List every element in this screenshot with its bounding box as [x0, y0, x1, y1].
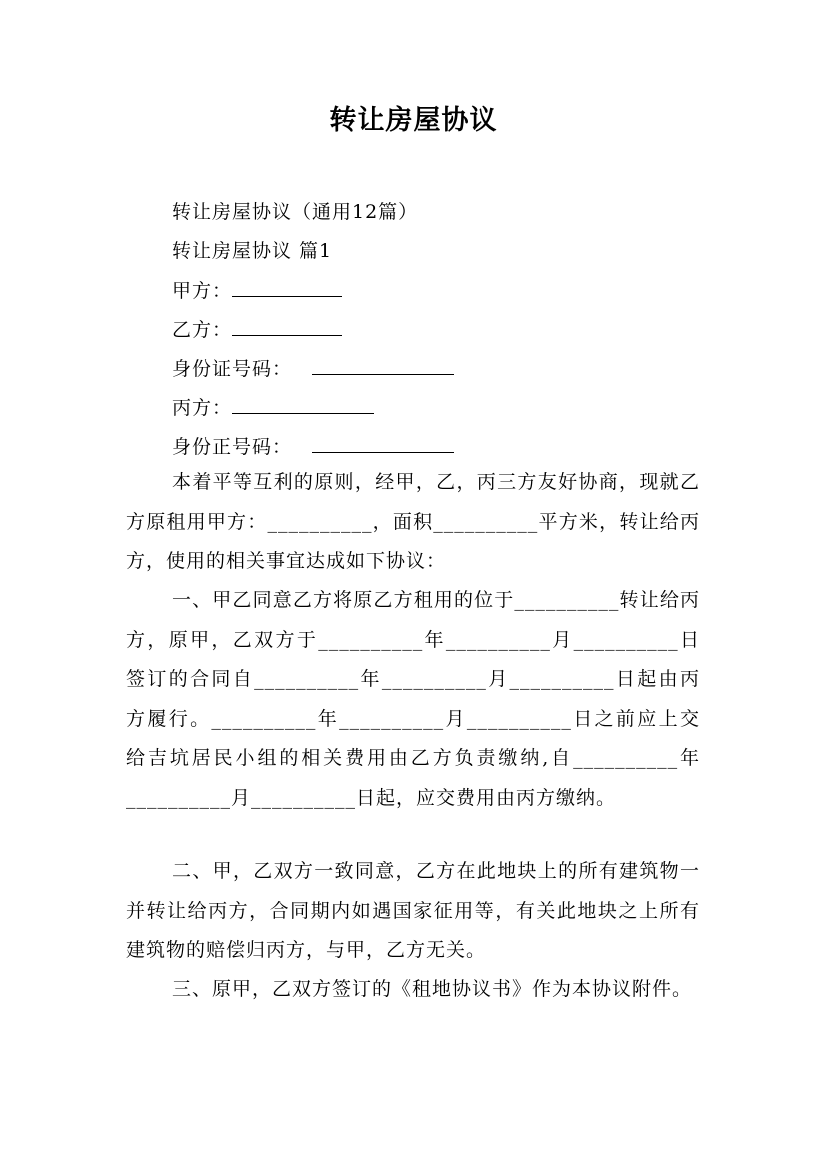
document-title: 转让房屋协议	[329, 105, 498, 136]
field-label: 丙方：	[172, 397, 233, 419]
blank-line	[232, 317, 342, 336]
paragraph-clause-1: 一、甲乙同意乙方将原乙方租用的位于__________转让给丙方，原甲，乙双方于__________年__________月__________日签订的合同自__________年__________月__________日起由丙方履行。__________年__________月__________日之前应上交给吉坑居民小组的相关费用由乙方负责缴纳,自__________年__________月__________日起，应交费用由丙方缴纳。	[126, 589, 700, 809]
field-id-number-2	[172, 434, 454, 459]
field-party-b	[172, 317, 342, 342]
field-label: 身份正号码：	[172, 436, 293, 458]
field-id-number	[172, 356, 454, 381]
paragraph-preamble: 本着平等互利的原则，经甲，乙，丙三方友好协商，现就乙方原租用甲方：__________，面积__________平方米，转让给丙方，使用的相关事宜达成如下协议：	[126, 471, 700, 572]
blank-line	[232, 395, 374, 414]
field-label: 身份证号码：	[172, 358, 293, 380]
document-subtitle: 转让房屋协议（通用12篇）	[172, 201, 419, 223]
field-party-a	[172, 278, 342, 303]
blank-line	[312, 356, 454, 375]
paragraph-clause-2: 二、甲，乙双方一致同意，乙方在此地块上的所有建筑物一并转让给丙方，合同期内如遇国家征用等，有关此地块之上所有建筑物的赔偿归丙方，与甲，乙方无关。	[126, 860, 700, 961]
section-heading: 转让房屋协议 篇1	[172, 240, 333, 262]
paragraph-clause-3: 三、原甲，乙双方签订的《租地协议书》作为本协议附件。	[172, 978, 693, 1000]
blank-line	[312, 434, 454, 453]
blank-line	[232, 278, 342, 297]
field-party-c	[172, 395, 374, 420]
field-label: 甲方：	[172, 280, 233, 302]
field-label: 乙方：	[172, 319, 233, 341]
